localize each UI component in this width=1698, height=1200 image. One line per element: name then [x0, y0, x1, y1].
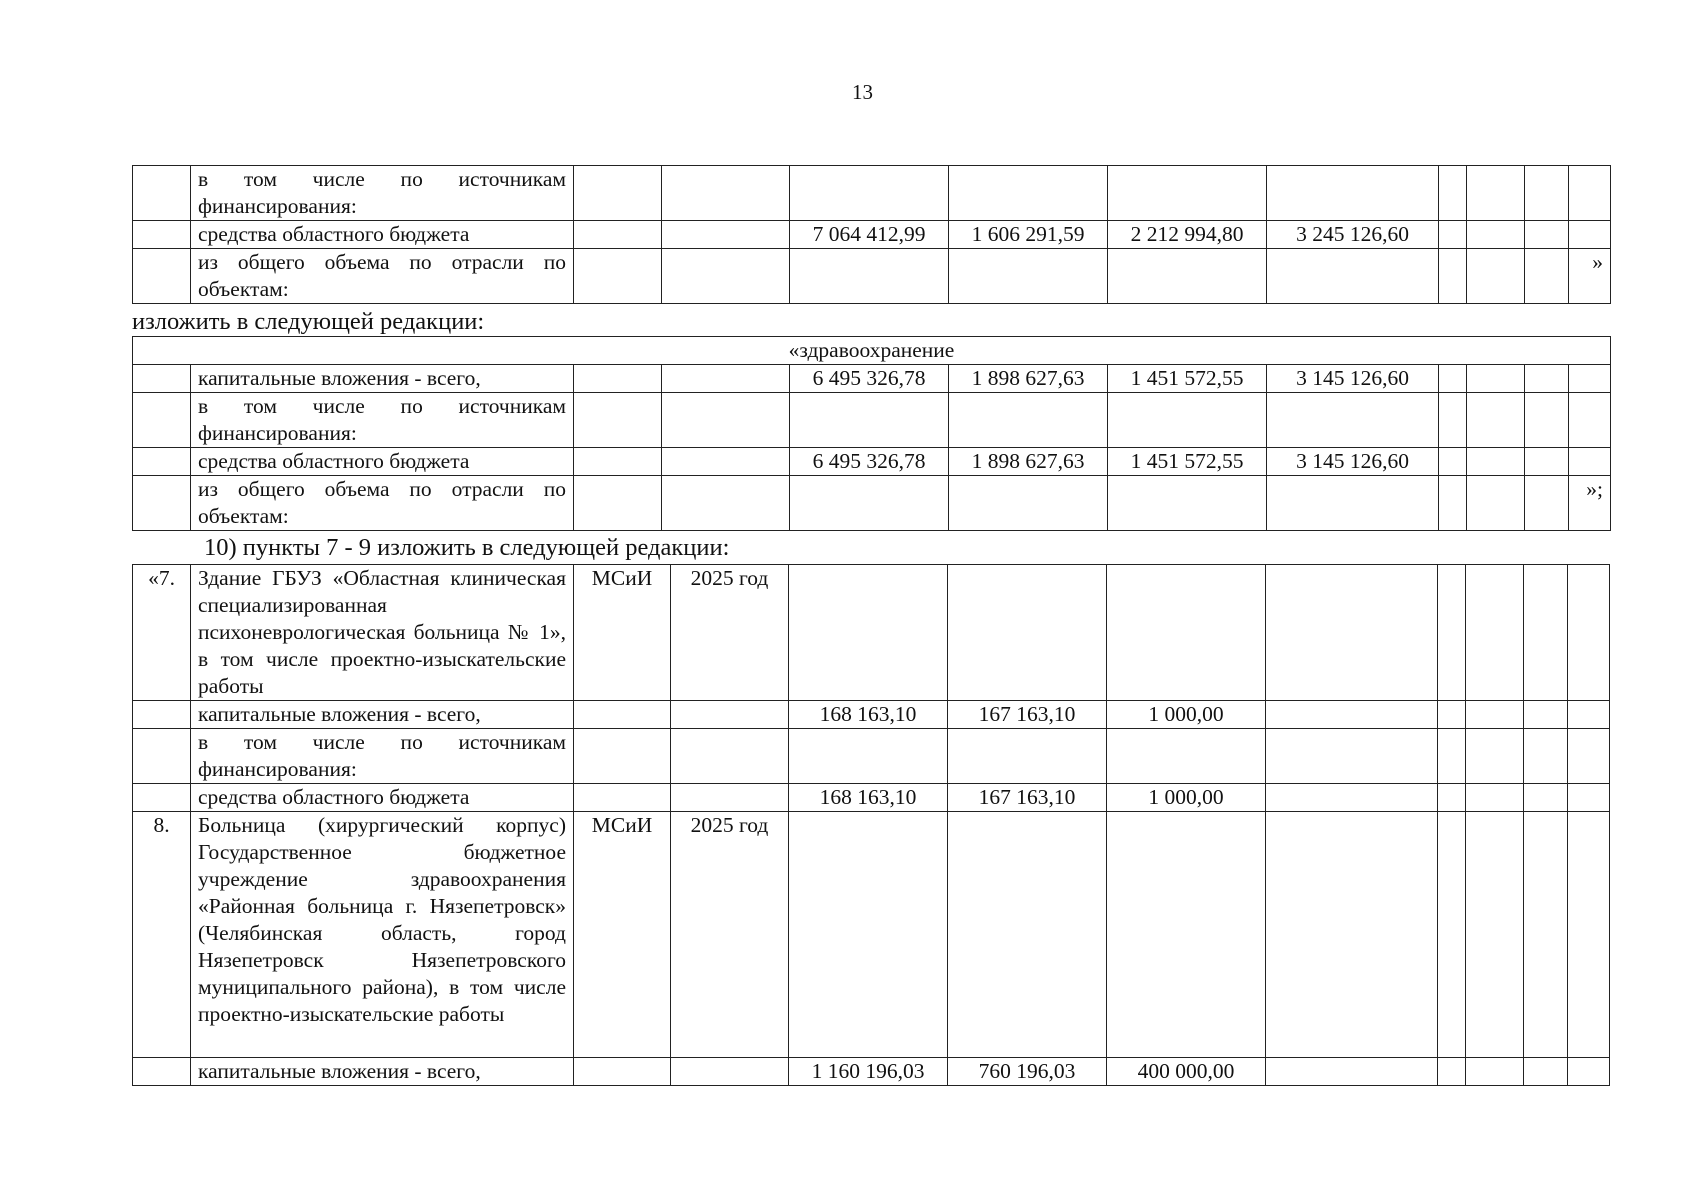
- extra-cell-3: [1524, 565, 1568, 701]
- extra-cell-2: [1466, 701, 1524, 729]
- extra-cell-1: [1439, 221, 1467, 249]
- row-number: [133, 1058, 191, 1086]
- amount-year-1-cell: 1 606 291,59: [949, 221, 1108, 249]
- amount-year-3-cell: [1267, 476, 1439, 531]
- extra-cell-1: [1439, 448, 1467, 476]
- total-amount-cell: 7 064 412,99: [790, 221, 949, 249]
- extra-cell-2: [1467, 393, 1525, 448]
- total-amount-cell: [789, 565, 948, 701]
- amount-year-3-cell: [1267, 393, 1439, 448]
- table-row: [133, 1058, 1610, 1086]
- row-description: из общего объема по отрасли по объектам:: [191, 476, 574, 531]
- extra-cell-3: [1525, 476, 1569, 531]
- row-number: [133, 249, 191, 304]
- row-number: [133, 701, 191, 729]
- row-description: из общего объема по отрасли по объектам:: [191, 249, 574, 304]
- executor-cell: [574, 476, 662, 531]
- extra-cell-1: [1438, 701, 1466, 729]
- row-number: [133, 448, 191, 476]
- extra-cell-2: [1467, 365, 1525, 393]
- row-description: капитальные вложения - всего,: [191, 365, 574, 393]
- page-number: 13: [852, 80, 873, 104]
- extra-cell-4: »: [1569, 249, 1611, 304]
- table-row: [133, 166, 1611, 221]
- row-description: капитальные вложения - всего,: [191, 701, 574, 729]
- row-description: Больница (хирургический корпус) Государственное бюджетное учреждение здравоохранения «Районная больница г. Нязепетровск» (Челябинская область, город Нязепетровск Нязепетровского муниципального района), в том числе проектно-изыскательские работы: [191, 812, 574, 1058]
- section-heading: изложить в следующей редакции:: [132, 308, 485, 335]
- amount-year-3-cell: 3 245 126,60: [1267, 221, 1439, 249]
- row-description: в том числе по источникам финансирования:: [191, 393, 574, 448]
- executor-cell: [574, 221, 662, 249]
- table-title-row: [133, 337, 1611, 365]
- amount-year-1-cell: [949, 166, 1108, 221]
- extra-cell-1: [1438, 565, 1466, 701]
- amount-year-1-cell: [949, 393, 1108, 448]
- table-row: [133, 365, 1611, 393]
- total-amount-cell: 6 495 326,78: [790, 448, 949, 476]
- period-cell: [662, 221, 790, 249]
- row-description: средства областного бюджета: [191, 784, 574, 812]
- total-amount-cell: [790, 476, 949, 531]
- amount-year-1-cell: 760 196,03: [948, 1058, 1107, 1086]
- table-objects: [132, 564, 1610, 1086]
- extra-cell-1: [1438, 1058, 1466, 1086]
- extra-cell-3: [1524, 1058, 1568, 1086]
- extra-cell-4: [1569, 221, 1611, 249]
- amount-year-1-cell: [948, 565, 1107, 701]
- extra-cell-4: [1568, 565, 1610, 701]
- extra-cell-4: [1568, 1058, 1610, 1086]
- period-cell: 2025 год: [671, 565, 789, 701]
- extra-cell-2: [1466, 565, 1524, 701]
- amount-year-2-cell: 1 000,00: [1107, 701, 1266, 729]
- amount-year-3-cell: [1266, 565, 1438, 701]
- row-number: [133, 393, 191, 448]
- extra-cell-2: [1467, 448, 1525, 476]
- amount-year-1-cell: [948, 812, 1107, 1058]
- executor-cell: [574, 365, 662, 393]
- period-cell: [662, 249, 790, 304]
- extra-cell-1: [1438, 729, 1466, 784]
- extra-cell-4: [1568, 784, 1610, 812]
- amount-year-2-cell: [1108, 393, 1267, 448]
- row-description: в том числе по источникам финансирования:: [191, 729, 574, 784]
- extra-cell-2: [1466, 729, 1524, 784]
- executor-cell: [574, 784, 671, 812]
- amount-year-3-cell: [1266, 701, 1438, 729]
- amount-year-3-cell: 3 145 126,60: [1267, 365, 1439, 393]
- period-cell: [671, 729, 789, 784]
- amount-year-3-cell: [1266, 729, 1438, 784]
- amount-year-3-cell: [1267, 249, 1439, 304]
- period-cell: [662, 393, 790, 448]
- total-amount-cell: [790, 393, 949, 448]
- extra-cell-2: [1466, 812, 1524, 1058]
- amount-year-3-cell: 3 145 126,60: [1267, 448, 1439, 476]
- table-row: [133, 812, 1610, 1058]
- amount-year-1-cell: [949, 476, 1108, 531]
- table-row: [133, 565, 1610, 701]
- table-row: [133, 221, 1611, 249]
- table-row: [133, 476, 1611, 531]
- table-row: [133, 393, 1611, 448]
- executor-cell: МСиИ: [574, 565, 671, 701]
- row-number: «7.: [133, 565, 191, 701]
- executor-cell: [574, 393, 662, 448]
- amount-year-1-cell: 167 163,10: [948, 701, 1107, 729]
- period-cell: [662, 476, 790, 531]
- extra-cell-1: [1439, 166, 1467, 221]
- extra-cell-2: [1467, 249, 1525, 304]
- total-amount-cell: [789, 812, 948, 1058]
- total-amount-cell: 168 163,10: [789, 701, 948, 729]
- amount-year-2-cell: 1 000,00: [1107, 784, 1266, 812]
- period-cell: [662, 448, 790, 476]
- amount-year-2-cell: [1107, 729, 1266, 784]
- amount-year-2-cell: [1108, 476, 1267, 531]
- amount-year-2-cell: [1108, 166, 1267, 221]
- table-row: [133, 448, 1611, 476]
- extra-cell-3: [1524, 784, 1568, 812]
- extra-cell-4: [1569, 393, 1611, 448]
- extra-cell-1: [1439, 476, 1467, 531]
- extra-cell-2: [1466, 1058, 1524, 1086]
- extra-cell-1: [1439, 365, 1467, 393]
- extra-cell-4: [1569, 365, 1611, 393]
- amount-year-1-cell: 1 898 627,63: [949, 448, 1108, 476]
- extra-cell-4: »;: [1569, 476, 1611, 531]
- executor-cell: [574, 166, 662, 221]
- total-amount-cell: 168 163,10: [789, 784, 948, 812]
- section-heading: 10) пункты 7 - 9 изложить в следующей редакции:: [204, 534, 730, 561]
- period-cell: [671, 701, 789, 729]
- extra-cell-2: [1467, 476, 1525, 531]
- table-previous-wording: [132, 165, 1611, 304]
- extra-cell-4: [1568, 729, 1610, 784]
- total-amount-cell: [789, 729, 948, 784]
- extra-cell-3: [1525, 221, 1569, 249]
- table-row: [133, 784, 1610, 812]
- extra-cell-3: [1524, 701, 1568, 729]
- extra-cell-1: [1439, 249, 1467, 304]
- row-number: [133, 729, 191, 784]
- row-number: [133, 784, 191, 812]
- extra-cell-3: [1525, 448, 1569, 476]
- amount-year-3-cell: [1267, 166, 1439, 221]
- table-row: [133, 701, 1610, 729]
- amount-year-2-cell: 1 451 572,55: [1108, 365, 1267, 393]
- amount-year-2-cell: 400 000,00: [1107, 1058, 1266, 1086]
- extra-cell-3: [1524, 729, 1568, 784]
- total-amount-cell: [790, 249, 949, 304]
- executor-cell: [574, 701, 671, 729]
- extra-cell-1: [1438, 812, 1466, 1058]
- row-number: 8.: [133, 812, 191, 1058]
- amount-year-2-cell: 2 212 994,80: [1108, 221, 1267, 249]
- amount-year-2-cell: [1108, 249, 1267, 304]
- amount-year-1-cell: 1 898 627,63: [949, 365, 1108, 393]
- extra-cell-3: [1525, 249, 1569, 304]
- extra-cell-4: [1569, 166, 1611, 221]
- total-amount-cell: [790, 166, 949, 221]
- row-number: [133, 221, 191, 249]
- extra-cell-2: [1466, 784, 1524, 812]
- executor-cell: [574, 448, 662, 476]
- table-title: «здравоохранение: [133, 337, 1611, 365]
- executor-cell: МСиИ: [574, 812, 671, 1058]
- executor-cell: [574, 249, 662, 304]
- row-number: [133, 365, 191, 393]
- extra-cell-3: [1525, 365, 1569, 393]
- amount-year-3-cell: [1266, 812, 1438, 1058]
- extra-cell-3: [1525, 166, 1569, 221]
- table-new-wording: [132, 336, 1611, 531]
- extra-cell-3: [1525, 393, 1569, 448]
- executor-cell: [574, 1058, 671, 1086]
- amount-year-1-cell: [949, 249, 1108, 304]
- extra-cell-3: [1524, 812, 1568, 1058]
- amount-year-2-cell: [1107, 565, 1266, 701]
- total-amount-cell: 1 160 196,03: [789, 1058, 948, 1086]
- row-description: Здание ГБУЗ «Областная клиническая специализированная психоневрологическая больница № 1», в том числе проектно-изыскательские работы: [191, 565, 574, 701]
- amount-year-2-cell: 1 451 572,55: [1108, 448, 1267, 476]
- period-cell: [662, 365, 790, 393]
- total-amount-cell: 6 495 326,78: [790, 365, 949, 393]
- extra-cell-1: [1439, 393, 1467, 448]
- amount-year-2-cell: [1107, 812, 1266, 1058]
- table-row: [133, 729, 1610, 784]
- extra-cell-1: [1438, 784, 1466, 812]
- extra-cell-2: [1467, 166, 1525, 221]
- row-description: средства областного бюджета: [191, 448, 574, 476]
- table-row: [133, 249, 1611, 304]
- extra-cell-4: [1568, 812, 1610, 1058]
- extra-cell-2: [1467, 221, 1525, 249]
- row-number: [133, 476, 191, 531]
- amount-year-1-cell: [948, 729, 1107, 784]
- row-number: [133, 166, 191, 221]
- row-description: капитальные вложения - всего,: [191, 1058, 574, 1086]
- extra-cell-4: [1569, 448, 1611, 476]
- row-description: средства областного бюджета: [191, 221, 574, 249]
- period-cell: 2025 год: [671, 812, 789, 1058]
- extra-cell-4: [1568, 701, 1610, 729]
- amount-year-3-cell: [1266, 784, 1438, 812]
- row-description: в том числе по источникам финансирования:: [191, 166, 574, 221]
- period-cell: [671, 1058, 789, 1086]
- executor-cell: [574, 729, 671, 784]
- period-cell: [662, 166, 790, 221]
- amount-year-1-cell: 167 163,10: [948, 784, 1107, 812]
- amount-year-3-cell: [1266, 1058, 1438, 1086]
- period-cell: [671, 784, 789, 812]
